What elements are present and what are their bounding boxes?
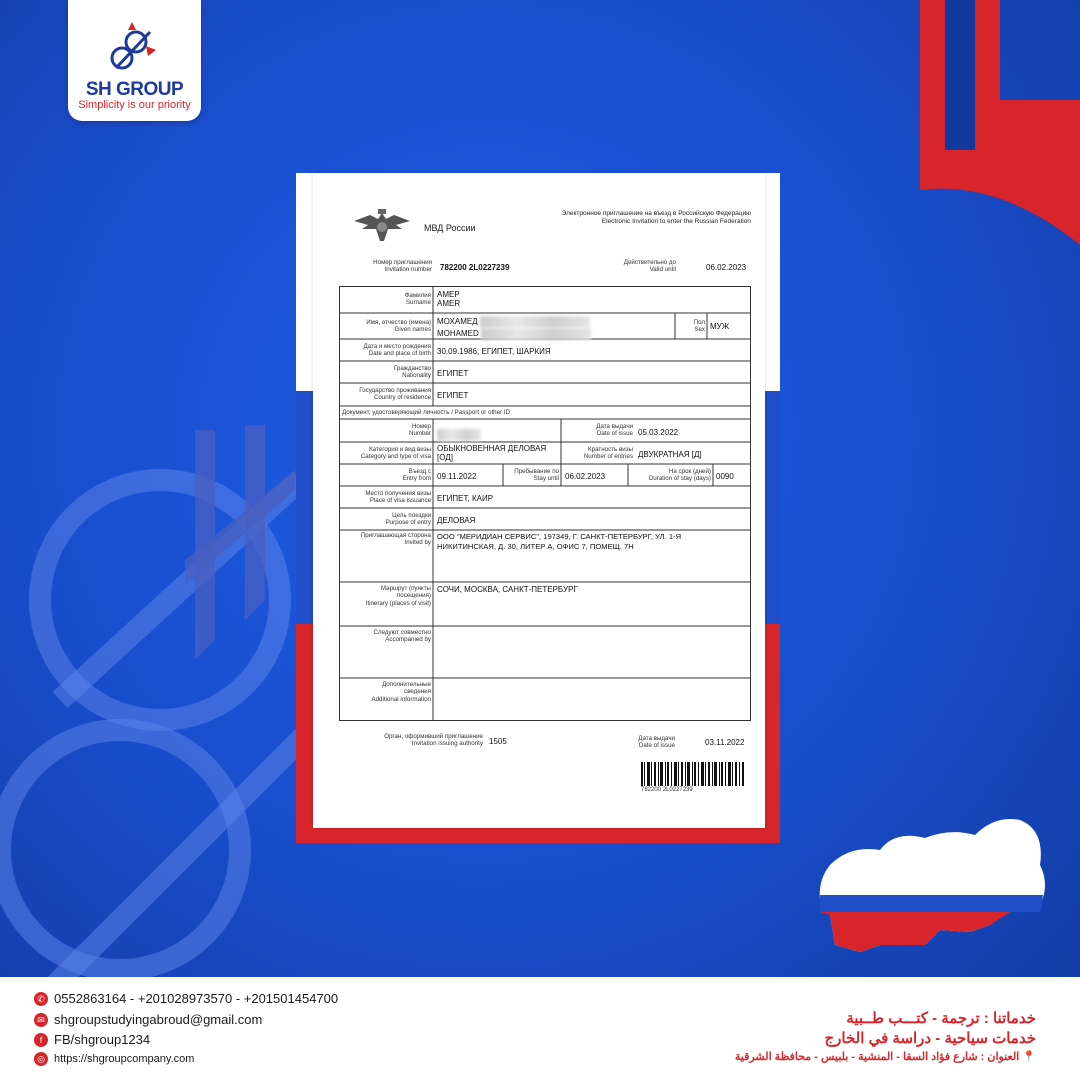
diploma-scroll-icon bbox=[106, 20, 162, 76]
acc-label-en: Accompanied by bbox=[385, 636, 431, 644]
add-label-2: сведения bbox=[404, 688, 431, 696]
accompanied-label bbox=[341, 629, 431, 644]
nat-label-en: Nationality bbox=[402, 372, 431, 380]
company-logo[interactable] bbox=[68, 0, 201, 121]
inviter-label-en: Invited by bbox=[404, 539, 431, 547]
header-en: Electronic Invitation to enter the Russian Federation bbox=[601, 218, 751, 226]
sex-label-en: Sex bbox=[694, 326, 705, 334]
purpose-label-en: Purpose of entry bbox=[385, 519, 431, 527]
place-label-en: Place of visa issuance bbox=[369, 497, 431, 505]
issue-label-en: Date of issue bbox=[596, 430, 633, 438]
valid-until-label bbox=[600, 259, 676, 274]
acc-label-ru: Следуют совместно bbox=[373, 629, 431, 636]
entry-from-label bbox=[341, 468, 431, 483]
inv-number-label-ru: Номер приглашения bbox=[373, 259, 432, 266]
dob-label bbox=[341, 343, 431, 358]
facebook-icon: f bbox=[34, 1033, 48, 1047]
phone-numbers[interactable]: 0552863164 - +201028973570 - +201501454700 bbox=[54, 991, 339, 1006]
passport-issue-value: 05.03.2022 bbox=[638, 428, 679, 437]
purpose-label-ru: Цель поездки bbox=[392, 512, 431, 519]
entries-label-en: Number of entries bbox=[583, 453, 633, 461]
surname-label bbox=[341, 292, 431, 307]
sex-label bbox=[676, 319, 705, 334]
services-line-2: خدمات سياحية - دراسة في الخارج bbox=[824, 1030, 1036, 1047]
authority-value: 1505 bbox=[489, 737, 507, 746]
duration-value: 0090 bbox=[716, 472, 734, 481]
services-line-1: خدماتنا : ترجمة - كتـــب طــبية bbox=[846, 1010, 1036, 1027]
dur-label-ru: На срок (дней) bbox=[668, 468, 711, 475]
phone-icon: ✆ bbox=[34, 992, 48, 1006]
duration-label bbox=[630, 468, 711, 483]
stay-until-value: 06.02.2023 bbox=[565, 472, 606, 481]
stay-until-label bbox=[503, 468, 559, 483]
itinerary-value: СОЧИ, МОСКВА, САНКТ-ПЕТЕРБУРГ bbox=[437, 585, 578, 594]
res-label-en: Country of residence bbox=[373, 394, 431, 402]
place-value: ЕГИПЕТ, КАИР bbox=[437, 494, 494, 503]
inviter-label bbox=[341, 532, 431, 547]
dob-value: 30.09.1986, ЕГИПЕТ, ШАРКИЯ bbox=[437, 347, 551, 356]
num-label-ru: Номер bbox=[411, 423, 431, 430]
given-names-label bbox=[341, 319, 431, 334]
surname-en: AMER bbox=[437, 299, 461, 309]
valid-until-value: 06.02.2023 bbox=[706, 263, 747, 272]
visa-category-value bbox=[437, 444, 546, 462]
inv-number-label bbox=[340, 259, 432, 274]
stay-label-ru: Пребывание по bbox=[514, 468, 559, 475]
surname-label-en: Surname bbox=[405, 299, 431, 307]
category-line-2: [ОД] bbox=[437, 453, 453, 463]
dob-label-ru: Дата и место рождения bbox=[363, 343, 431, 350]
residence-label bbox=[341, 387, 431, 402]
number-label bbox=[341, 423, 431, 438]
globe-icon: ◎ bbox=[34, 1052, 48, 1066]
given-en: MOHAMED bbox=[437, 329, 479, 339]
auth-label-en: Invitation issuing authority bbox=[411, 740, 483, 748]
nationality-label bbox=[341, 365, 431, 380]
purpose-value: ДЕЛОВАЯ bbox=[437, 516, 476, 525]
inviter-label-ru: Приглашающая сторона bbox=[360, 532, 431, 539]
auth-label-ru: Орган, оформивший приглашение bbox=[384, 733, 483, 740]
doi-label-ru: Дата выдачи bbox=[638, 735, 675, 742]
stay-label-en: Stay until bbox=[533, 475, 559, 483]
add-label-1: Дополнительные bbox=[382, 681, 431, 688]
passport-issue-label bbox=[563, 423, 633, 438]
purpose-label bbox=[341, 512, 431, 527]
doi-value: 03.11.2022 bbox=[705, 738, 745, 747]
address-line bbox=[735, 1050, 1036, 1063]
passport-number-redacted bbox=[437, 426, 481, 444]
ministry-name: МВД России bbox=[424, 223, 476, 233]
facebook-line bbox=[34, 1032, 150, 1047]
doi-label bbox=[620, 735, 675, 750]
category-line-1: ОБЫКНОВЕННАЯ ДЕЛОВАЯ bbox=[437, 444, 547, 453]
entries-label bbox=[563, 446, 633, 461]
address-text: العنوان : شارع فؤاد السقا - المنشية - بلبيس - محافظة الشرقية bbox=[734, 1051, 1020, 1063]
brand-slogan: Simplicity is our priority bbox=[78, 99, 191, 111]
website-line bbox=[34, 1052, 194, 1066]
given-label-ru: Имя, отчество (имена) bbox=[366, 319, 431, 326]
valid-until-label-en: Valid until bbox=[649, 266, 676, 274]
valid-until-label-ru: Действительно до bbox=[623, 259, 676, 266]
residence-value: ЕГИПЕТ bbox=[437, 391, 469, 400]
inviter-line-1: ООО "МЕРИДИАН СЕРВИС", 197349, Г. САНКТ-ПЕТЕРБУРГ, УЛ. 1-Я bbox=[437, 532, 682, 541]
inv-number-value: 782200 2L0227239 bbox=[440, 263, 510, 272]
authority-label bbox=[360, 733, 483, 748]
given-label-en: Given names bbox=[394, 326, 431, 334]
issue-label-ru: Дата выдачи bbox=[596, 423, 633, 430]
surname-label-ru: Фамилия bbox=[404, 292, 431, 299]
passport-header: Документ, удостоверяющий личность / Passport or other ID bbox=[342, 409, 511, 416]
phone-line bbox=[34, 991, 338, 1006]
header-ru: Электронное приглашение на въезд в Российскую Федерацию bbox=[561, 210, 751, 217]
entries-value: ДВУКРАТНАЯ [Д] bbox=[638, 450, 702, 459]
entry-from-value: 09.11.2022 bbox=[437, 472, 477, 481]
website-link[interactable]: https://shgroupcompany.com bbox=[54, 1053, 195, 1065]
entry-label-en: Entry from bbox=[402, 475, 431, 483]
inviter-value bbox=[437, 532, 681, 552]
doi-label-en: Date of issue bbox=[638, 742, 675, 750]
given-names-value bbox=[437, 316, 591, 340]
sex-value: МУЖ bbox=[710, 322, 730, 331]
add-label-en: Additional information bbox=[371, 695, 431, 703]
nationality-value: ЕГИПЕТ bbox=[437, 369, 469, 378]
location-pin-icon: 📍 bbox=[1022, 1051, 1036, 1063]
barcode-text: 782200 2L0227239 bbox=[641, 787, 693, 793]
cat-label-en: Category and type of visa bbox=[360, 453, 431, 461]
res-label-ru: Государство проживания bbox=[359, 387, 431, 394]
email-icon: ✉ bbox=[34, 1013, 48, 1027]
place-label bbox=[341, 490, 431, 505]
sex-label-ru: Пол bbox=[693, 319, 705, 326]
redacted-area bbox=[437, 429, 481, 441]
dur-label-en: Duration of stay (days) bbox=[648, 475, 711, 483]
barcode bbox=[641, 762, 745, 786]
redacted-area bbox=[480, 316, 590, 328]
surname-value bbox=[437, 290, 460, 308]
itin-label-1: Маршрут (пункты bbox=[380, 585, 431, 592]
additional-info-label bbox=[341, 681, 431, 703]
given-ru: МОХАМЕД bbox=[437, 317, 478, 327]
brand-name: SH GROUP bbox=[85, 79, 184, 100]
visa-category-label bbox=[341, 446, 431, 461]
facebook-handle[interactable]: FB/shgroup1234 bbox=[54, 1032, 151, 1047]
russia-map bbox=[820, 819, 1045, 952]
dob-label-en: Date and place of birth bbox=[368, 350, 431, 358]
num-label-en: Number bbox=[408, 430, 431, 438]
nat-label-ru: Гражданство bbox=[393, 365, 431, 372]
entry-label-ru: Въезд с bbox=[408, 468, 431, 475]
document-header bbox=[520, 210, 751, 226]
footer bbox=[0, 977, 1080, 1080]
email-line bbox=[34, 1012, 262, 1027]
surname-ru: АМЕР bbox=[437, 290, 460, 299]
email-address[interactable]: shgroupstudyingabroud@gmail.com bbox=[54, 1012, 263, 1027]
cat-label-ru: Категория и вид визы bbox=[369, 446, 431, 453]
redacted-area bbox=[481, 328, 591, 340]
inviter-line-2: НИКИТИНСКАЯ, Д. 30, ЛИТЕР А, ОФИС 7, ПОМЕЩ. 7Н bbox=[437, 541, 634, 551]
itin-label-2: посещения) bbox=[396, 592, 431, 600]
itinerary-label bbox=[341, 585, 431, 607]
entries-label-ru: Кратность визы bbox=[588, 446, 633, 453]
double-headed-eagle-icon bbox=[352, 207, 412, 247]
place-label-ru: Место получения визы bbox=[365, 490, 431, 497]
inv-number-label-en: Invitation number bbox=[384, 266, 432, 274]
itin-label-en: Itinerary (places of visit) bbox=[365, 599, 431, 607]
